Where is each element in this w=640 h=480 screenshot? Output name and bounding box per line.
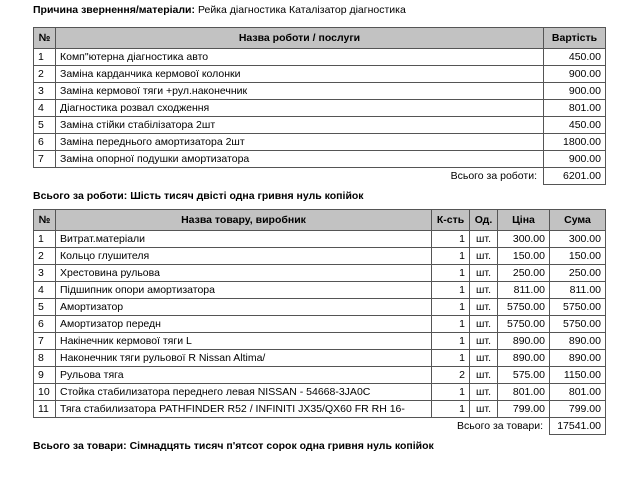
cell-price: 811.00: [498, 282, 550, 299]
table-row: [34, 350, 606, 367]
cell-qty: 1: [432, 401, 470, 418]
cell-sum: 250.00: [550, 265, 606, 282]
cell-no: 11: [34, 401, 56, 418]
cell-unit: шт.: [470, 333, 498, 350]
cell-no: 2: [34, 248, 56, 265]
works-table-header-row: [34, 28, 606, 49]
works-col-name: Назва роботи / послуги: [56, 28, 544, 49]
table-row: [34, 401, 606, 418]
cell-price: 890.00: [498, 333, 550, 350]
table-row: [34, 151, 606, 168]
cell-unit: шт.: [470, 350, 498, 367]
cell-qty: 2: [432, 367, 470, 384]
cell-qty: 1: [432, 350, 470, 367]
cell-no: 9: [34, 367, 56, 384]
cell-name: Тяга стабилизатора PATHFINDER R52 / INFINITI JX35/QX60 FR RH 16-: [56, 401, 432, 418]
table-row: [34, 66, 606, 83]
cell-price: 250.00: [498, 265, 550, 282]
cell-no: 7: [34, 333, 56, 350]
cell-qty: 1: [432, 231, 470, 248]
goods-col-sum: Сума: [550, 210, 606, 231]
goods-col-name: Назва товару, виробник: [56, 210, 432, 231]
cell-unit: шт.: [470, 248, 498, 265]
goods-total-row: [34, 418, 606, 435]
goods-table: [33, 209, 606, 435]
table-row: [34, 134, 606, 151]
cell-sum: 5750.00: [550, 299, 606, 316]
cell-sum: 811.00: [550, 282, 606, 299]
table-row: [34, 83, 606, 100]
cell-name: Заміна переднього амортизатора 2шт: [56, 134, 544, 151]
cut-off-footer-line: [0, 459, 607, 465]
cell-price: 890.00: [498, 350, 550, 367]
cell-no: 2: [34, 66, 56, 83]
cell-unit: шт.: [470, 401, 498, 418]
cell-unit: шт.: [470, 316, 498, 333]
cell-cost: 450.00: [544, 49, 606, 66]
works-total-value: 6201.00: [544, 168, 606, 185]
cell-sum: 1150.00: [550, 367, 606, 384]
cell-no: 5: [34, 117, 56, 134]
cell-name: Підшипник опори амортизатора: [56, 282, 432, 299]
cell-cost: 900.00: [544, 151, 606, 168]
cell-no: 1: [34, 231, 56, 248]
cell-name: Заміна опорної подушки амортизатора: [56, 151, 544, 168]
cell-name: Діагностика розвал сходження: [56, 100, 544, 117]
works-col-cost: Вартість: [544, 28, 606, 49]
cell-name: Заміна стійки стабілізатора 2шт: [56, 117, 544, 134]
cell-no: 4: [34, 282, 56, 299]
goods-total-label: Всього за товари:: [457, 420, 543, 433]
cell-name: Заміна кермової тяги +рул.наконечник: [56, 83, 544, 100]
cell-no: 7: [34, 151, 56, 168]
cell-name: Заміна карданчика кермової колонки: [56, 66, 544, 83]
cell-no: 1: [34, 49, 56, 66]
works-table-wrapper: [0, 27, 640, 185]
cell-name: Амортизатор: [56, 299, 432, 316]
cell-price: 575.00: [498, 367, 550, 384]
cell-sum: 890.00: [550, 350, 606, 367]
cell-cost: 450.00: [544, 117, 606, 134]
cell-name: Наконечник тяги рульової R Nissan Altima/: [56, 350, 432, 367]
cell-qty: 1: [432, 333, 470, 350]
reason-label: Причина звернення/матеріали:: [33, 4, 196, 16]
goods-summary-words: Сімнадцять тисяч п'ятсот сорок одна гривня нуль копійок: [129, 440, 434, 452]
cell-no: 3: [34, 265, 56, 282]
cell-name: Кольцо глушителя: [56, 248, 432, 265]
cell-sum: 5750.00: [550, 316, 606, 333]
table-row: [34, 299, 606, 316]
works-summary-line: [0, 185, 640, 209]
works-total-label: Всього за роботи:: [450, 170, 537, 183]
goods-table-wrapper: [0, 209, 640, 435]
cell-unit: шт.: [470, 367, 498, 384]
reason-line: [0, 0, 640, 17]
works-table: [33, 27, 606, 185]
goods-col-unit: Од.: [470, 210, 498, 231]
cell-sum: 799.00: [550, 401, 606, 418]
cell-qty: 1: [432, 248, 470, 265]
goods-table-body: [34, 231, 606, 435]
cell-qty: 1: [432, 384, 470, 401]
cell-no: 3: [34, 83, 56, 100]
table-row: [34, 100, 606, 117]
cell-cost: 801.00: [544, 100, 606, 117]
table-row: [34, 231, 606, 248]
cell-price: 150.00: [498, 248, 550, 265]
cell-no: 6: [34, 316, 56, 333]
cell-name: Витрат.матеріали: [56, 231, 432, 248]
cell-unit: шт.: [470, 231, 498, 248]
table-row: [34, 49, 606, 66]
table-row: [34, 316, 606, 333]
cell-unit: шт.: [470, 265, 498, 282]
cell-no: 8: [34, 350, 56, 367]
goods-summary-label: Всього за товари:: [33, 440, 127, 452]
works-table-body: [34, 49, 606, 185]
cell-name: Комп"ютерна діагностика авто: [56, 49, 544, 66]
cell-qty: 1: [432, 299, 470, 316]
cell-name: Рульова тяга: [56, 367, 432, 384]
cell-sum: 801.00: [550, 384, 606, 401]
cell-sum: 150.00: [550, 248, 606, 265]
table-row: [34, 265, 606, 282]
cell-no: 6: [34, 134, 56, 151]
goods-col-qty: К-сть: [432, 210, 470, 231]
table-row: [34, 282, 606, 299]
cell-unit: шт.: [470, 384, 498, 401]
cell-price: 801.00: [498, 384, 550, 401]
cell-unit: шт.: [470, 282, 498, 299]
table-row: [34, 248, 606, 265]
cell-qty: 1: [432, 265, 470, 282]
cell-name: Амортизатор передн: [56, 316, 432, 333]
goods-table-header-row: [34, 210, 606, 231]
cell-cost: 1800.00: [544, 134, 606, 151]
cell-cost: 900.00: [544, 83, 606, 100]
cell-price: 5750.00: [498, 299, 550, 316]
table-row: [34, 333, 606, 350]
cell-no: 5: [34, 299, 56, 316]
cell-name: Стойка стабилизатора переднего левая NISSAN - 54668-3JA0C: [56, 384, 432, 401]
cell-sum: 890.00: [550, 333, 606, 350]
cell-name: Накінечник кермової тяги L: [56, 333, 432, 350]
cell-no: 4: [34, 100, 56, 117]
cell-sum: 300.00: [550, 231, 606, 248]
cell-cost: 900.00: [544, 66, 606, 83]
cell-qty: 1: [432, 282, 470, 299]
cell-price: 5750.00: [498, 316, 550, 333]
works-total-row: [34, 168, 606, 185]
table-row: [34, 367, 606, 384]
cell-no: 10: [34, 384, 56, 401]
cell-qty: 1: [432, 316, 470, 333]
table-row: [34, 384, 606, 401]
cell-price: 300.00: [498, 231, 550, 248]
goods-col-price: Ціна: [498, 210, 550, 231]
cell-price: 799.00: [498, 401, 550, 418]
cell-name: Хрестовина рульова: [56, 265, 432, 282]
goods-summary-line: [0, 435, 640, 459]
table-row: [34, 117, 606, 134]
works-summary-label: Всього за роботи:: [33, 190, 128, 202]
works-summary-words: Шість тисяч двісті одна гривня нуль копійок: [130, 190, 364, 202]
goods-col-no: №: [34, 210, 56, 231]
works-col-no: №: [34, 28, 56, 49]
cell-unit: шт.: [470, 299, 498, 316]
reason-value: Рейка діагностика Каталізатор діагностика: [197, 4, 406, 16]
goods-total-value: 17541.00: [550, 418, 606, 435]
